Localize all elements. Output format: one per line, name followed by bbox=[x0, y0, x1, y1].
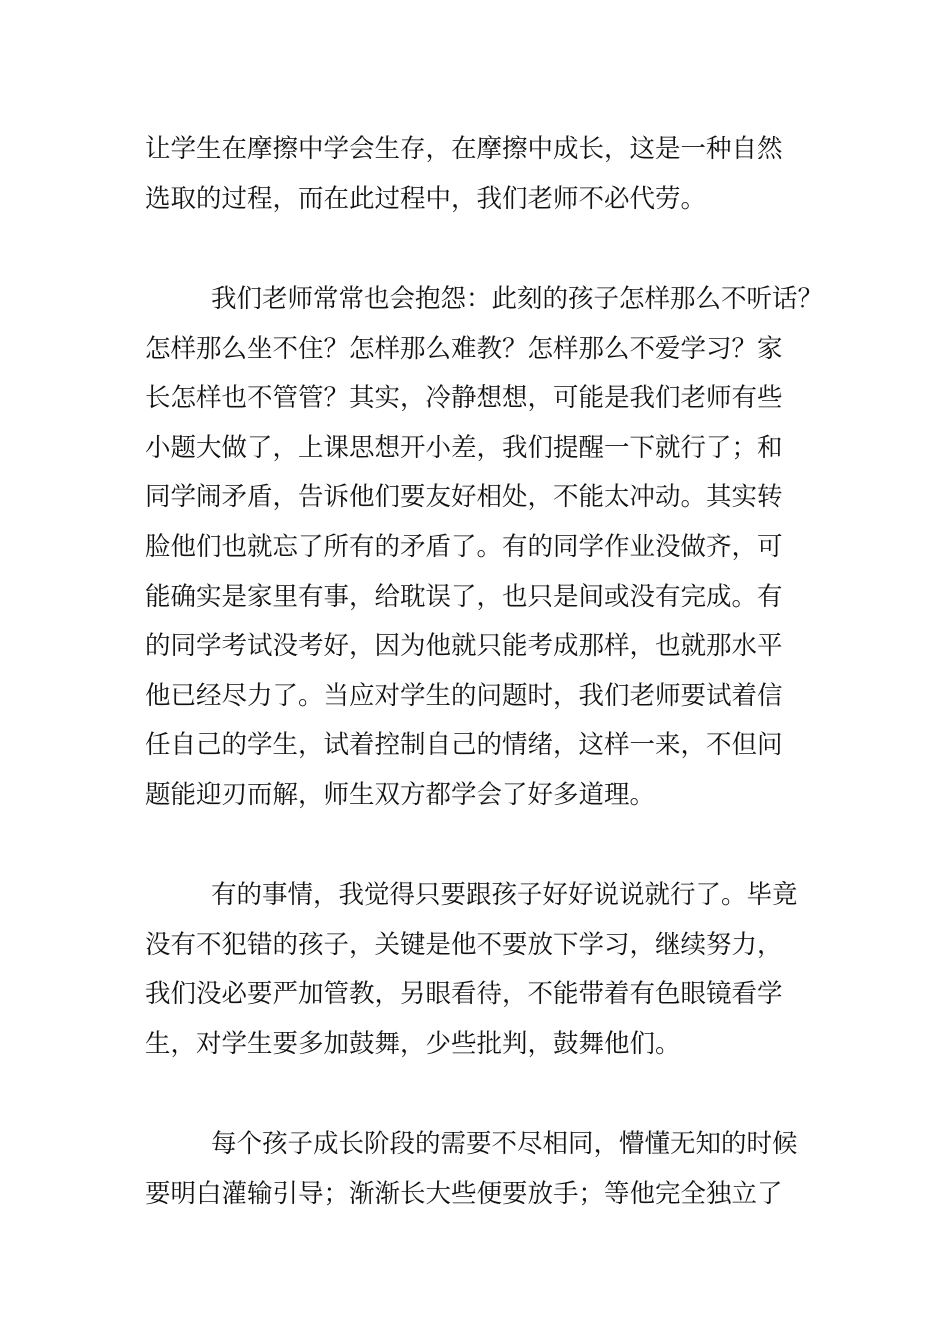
text-line: 长怎样也不管管？其实，冷静想想，可能是我们老师有些 bbox=[145, 383, 783, 414]
paragraph-2 bbox=[145, 275, 824, 821]
text-line: 怎样那么坐不住？怎样那么难教？怎样那么不爱学习？家 bbox=[145, 333, 783, 364]
text-line: 没有不犯错的孩子，关键是他不要放下学习，继续努力， bbox=[145, 929, 783, 960]
text-line: 每个孩子成长阶段的需要不尽相同，懵懂无知的时候 bbox=[211, 1129, 798, 1159]
text-line: 有的事情，我觉得只要跟孩子好好说说就行了。毕竟 bbox=[211, 880, 798, 910]
text-line: 脸他们也就忘了所有的矛盾了。有的同学作业没做齐，可 bbox=[145, 531, 783, 562]
paragraph-4 bbox=[145, 1120, 815, 1219]
text-line: 我们老师常常也会抱怨：此刻的孩子怎样那么不听话？ bbox=[211, 284, 824, 314]
text-line: 小题大做了，上课思想开小差，我们提醒一下就行了；和 bbox=[145, 432, 783, 463]
text-line: 要明白灌输引导；渐渐长大些便要放手；等他完全独立了 bbox=[145, 1178, 783, 1209]
paragraph-1 bbox=[145, 125, 815, 224]
text-line: 让学生在摩擦中学会生存，在摩擦中成长，这是一种自然 bbox=[145, 134, 783, 164]
text-line: 生，对学生要多加鼓舞，少些批判，鼓舞他们。 bbox=[145, 1028, 681, 1059]
text-line: 能确实是家里有事，给耽误了，也只是间或没有完成。有 bbox=[145, 581, 783, 612]
text-line: 任自己的学生，试着控制自己的情绪，这样一来，不但问 bbox=[145, 730, 783, 761]
text-line: 他已经尽力了。当应对学生的问题时，我们老师要试着信 bbox=[145, 680, 783, 711]
text-line: 同学闹矛盾，告诉他们要友好相处，不能太冲动。其实转 bbox=[145, 482, 783, 513]
text-line: 我们没必要严加管教，另眼看待，不能带着有色眼镜看学 bbox=[145, 979, 783, 1010]
paragraph-3 bbox=[145, 871, 815, 1069]
text-line: 选取的过程，而在此过程中，我们老师不必代劳。 bbox=[145, 183, 707, 214]
text-line: 题能迎刃而解，师生双方都学会了好多道理。 bbox=[145, 779, 656, 810]
text-line: 的同学考试没考好，因为他就只能考成那样，也就那水平 bbox=[145, 631, 783, 662]
